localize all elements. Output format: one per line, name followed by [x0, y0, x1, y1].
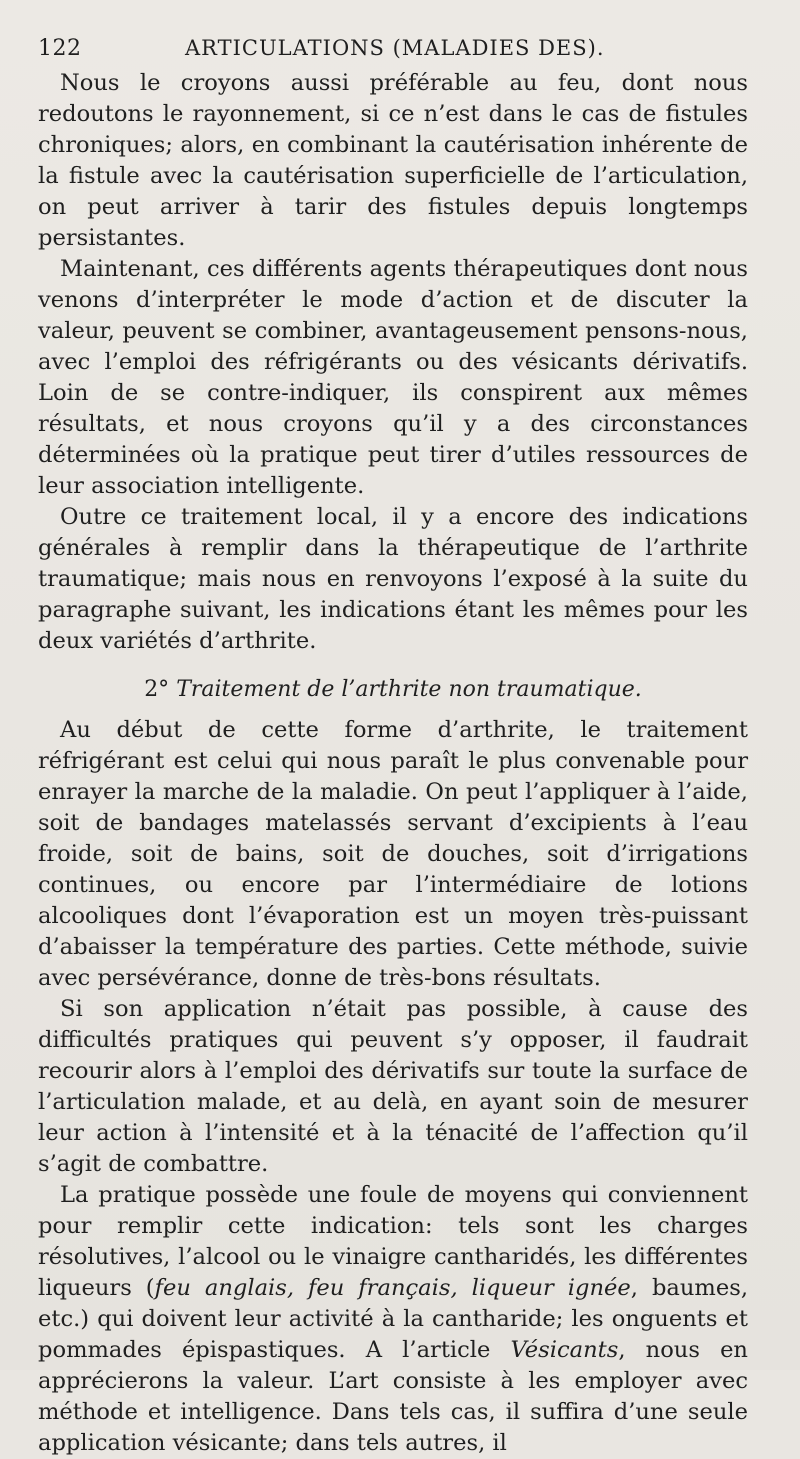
paragraph-6-italic-2: Vésicants: [510, 1337, 619, 1363]
section-title: Traitement de l’arthrite non traumatique.: [176, 677, 642, 702]
paragraph-6: [38, 1180, 748, 1459]
paragraph-2: Maintenant, ces différents agents thérapeutiques dont nous venons d’interpréter le mode d’action et de discuter la valeur, peuvent se combiner, avantageusement pensons-nous, avec l’emploi des réfrigérants ou des vésicants dérivatifs. Loin de se contre-indiquer, ils conspirent aux mêmes résultats, et nous croyons qu’il y a des circonstances déterminées où la pratique peut tirer d’utiles ressources de leur association intelligente.: [38, 256, 748, 499]
paragraph-6-italic-1: feu anglais, feu français, liqueur ignée: [154, 1275, 631, 1301]
section-number: 2°: [144, 677, 170, 702]
body-text: [38, 68, 748, 1459]
paragraph-5: Si son application n’était pas possible, à cause des difficultés pratiques qui peuvent s’y opposer, il faudrait recourir alors à l’emploi des dérivatifs sur toute la surface de l’articulation malade, et au delà, en ayant soin de mesurer leur action à l’intensité et à la ténacité de l’affection qu’il s’agit de combattre.: [38, 996, 748, 1177]
section-heading: [38, 675, 748, 705]
page-header: [38, 28, 748, 62]
paragraph-3: Outre ce traitement local, il y a encore des indications générales à remplir dans la thérapeutique de l’arthrite traumatique; mais nous en renvoyons l’exposé à la suite du paragraphe suivant, les indications étant les mêmes pour les deux variétés d’arthrite.: [38, 504, 748, 654]
page-number: 122: [38, 36, 82, 61]
paragraph-1: Nous le croyons aussi préférable au feu, dont nous redoutons le rayonnement, si ce n’est dans le cas de fistules chroniques; alors, en combinant la cautérisation inhérente de la fistule avec la cautérisation superficielle de l’articulation, on peut arriver à tarir des fistules depuis longtemps persistantes.: [38, 70, 748, 251]
paragraph-6-part-1: La pratique possède une foule de moyens qui conviennent pour remplir cette indication: tels sont les charges résolutives, l’alcool ou le vinaigre cantharidés, les différentes liqueurs (: [38, 1182, 748, 1301]
running-head: ARTICULATIONS (MALADIES DES).: [185, 36, 605, 60]
paragraph-4: Au début de cette forme d’arthrite, le traitement réfrigérant est celui qui nous paraît le plus convenable pour enrayer la marche de la maladie. On peut l’appliquer à l’aide, soit de bandages matelassés servant d’excipients à l’eau froide, soit de bains, soit de douches, soit d’irrigations continues, ou encore par l’intermédiaire de lotions alcooliques dont l’évaporation est un moyen très-puissant d’abaisser la température des parties. Cette méthode, suivie avec persévérance, donne de très-bons résultats.: [38, 717, 748, 991]
paragraph-6-part-3: , nous en apprécierons la valeur. L’art consiste à les employer avec méthode et intelligence. Dans tels cas, il suffira d’une seule application vésicante; dans tels autres, il: [38, 1337, 748, 1456]
paragraph-6-part-2: , baumes, etc.) qui doivent leur activité à la cantharide; les onguents et pommades épispastiques. A l’article: [38, 1275, 749, 1363]
